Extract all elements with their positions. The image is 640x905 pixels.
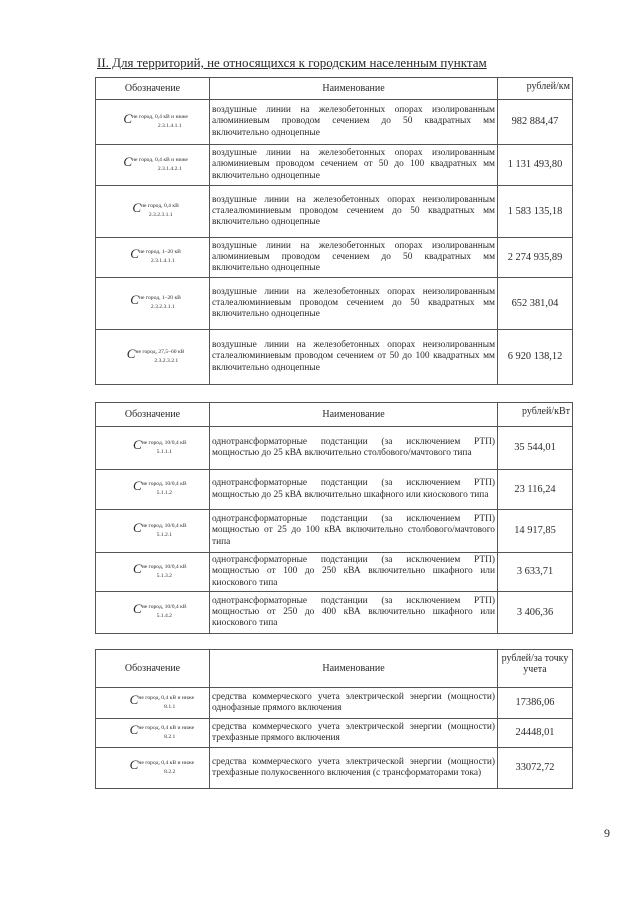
tariff-value: 14 917,85 xyxy=(498,510,573,553)
tariff-code: $C^{не город, 0,4 кВ и ниже}_{2.3.1.4.2.1}$ xyxy=(96,145,210,186)
col-header-name: Наименование xyxy=(210,78,498,100)
col-header-unit: рублей/кВт xyxy=(498,403,573,427)
table-row xyxy=(96,330,573,385)
page-number: 9 xyxy=(604,826,610,840)
table-header-row xyxy=(96,403,573,427)
tariff-value: 2 274 935,89 xyxy=(498,238,573,278)
tariff-value: 17386,06 xyxy=(498,688,573,719)
tariff-code: $C^{не город, 1-20 кВ}_{2.3.2.3.1.1}$ xyxy=(96,278,210,330)
table-row xyxy=(96,719,573,748)
tariff-code: $C^{не город, 0,4 кВ}_{2.3.2.3.1.1}$ xyxy=(96,186,210,238)
col-header-name: Наименование xyxy=(210,403,498,427)
tariff-code: $C^{не город, 10/0,4 кВ}_{5.1.2.1}$ xyxy=(96,510,210,553)
tariff-value: 3 633,71 xyxy=(498,553,573,592)
tariff-name: средства коммерческого учета электрической энергии (мощности) трехфазные полукосвенного включения (с трансформаторами тока) xyxy=(210,748,498,789)
tariff-value: 652 381,04 xyxy=(498,278,573,330)
tariff-code: $C^{не город, 0,4 кВ и ниже}_{8.2.1}$ xyxy=(96,719,210,748)
table-row xyxy=(96,186,573,238)
tariff-name: воздушные линии на железобетонных опорах изолированным алюминиевым проводом сечением до 50 квадратных мм включительно одноцепные xyxy=(210,100,498,145)
tariff-code: $C^{не город, 0,4 кВ и ниже}_{8.2.2}$ xyxy=(96,748,210,789)
tariff-table-substations xyxy=(95,402,573,634)
tariff-code: $C^{не город, 10/0,4 кВ}_{5.1.1.2}$ xyxy=(96,470,210,510)
tariff-name: однотрансформаторные подстанции (за исключением РТП) мощностью от 250 до 400 кВА включительно шкафного или киоскового типа xyxy=(210,592,498,634)
tariff-value: 982 884,47 xyxy=(498,100,573,145)
table-row xyxy=(96,278,573,330)
tariff-name: однотрансформаторные подстанции (за исключением РТП) мощностью от 25 до 100 кВА включительно столбового/мачтового типа xyxy=(210,510,498,553)
tariff-code: $C^{не город, 1-20 кВ}_{2.3.1.4.1.1}$ xyxy=(96,238,210,278)
tariff-name: однотрансформаторные подстанции (за исключением РТП) мощностью до 25 кВА включительно шкафного или киоскового типа xyxy=(210,470,498,510)
tariff-code: $C^{не город, 27,5-60 кВ}_{2.3.2.3.2.1}$ xyxy=(96,330,210,385)
tariff-code: $C^{не город, 10/0,4 кВ}_{5.1.3.2}$ xyxy=(96,553,210,592)
tariff-name: воздушные линии на железобетонных опорах неизолированным сталеалюминиевым проводом сечением до 50 квадратных мм включительно одноцепные xyxy=(210,278,498,330)
tariff-name: однотрансформаторные подстанции (за исключением РТП) мощностью от 100 до 250 кВА включительно шкафного или киоскового типа xyxy=(210,553,498,592)
tariff-table-lines xyxy=(95,77,573,385)
col-header-code: Обозначение xyxy=(96,650,210,688)
tariff-value: 6 920 138,12 xyxy=(498,330,573,385)
tariff-code: $C^{не город, 0,4 кВ и ниже}_{2.3.1.4.1.1}$ xyxy=(96,100,210,145)
tariff-value: 1 583 135,18 xyxy=(498,186,573,238)
col-header-code: Обозначение xyxy=(96,78,210,100)
tariff-name: воздушные линии на железобетонных опорах изолированным алюминиевым проводом сечением до 50 квадратных мм включительно одноцепные xyxy=(210,238,498,278)
tariff-name: однотрансформаторные подстанции (за исключением РТП) мощностью до 25 кВА включительно столбового/мачтового типа xyxy=(210,427,498,470)
table-row xyxy=(96,238,573,278)
tariff-table-meters xyxy=(95,649,573,789)
table-row xyxy=(96,100,573,145)
table-row xyxy=(96,145,573,186)
col-header-name: Наименование xyxy=(210,650,498,688)
table-row xyxy=(96,553,573,592)
tariff-code: $C^{не город, 10/0,4 кВ}_{5.1.4.2}$ xyxy=(96,592,210,634)
table-header-row xyxy=(96,78,573,100)
table-row xyxy=(96,748,573,789)
table-row xyxy=(96,470,573,510)
tariff-name: средства коммерческого учета электрической энергии (мощности) однофазные прямого включения xyxy=(210,688,498,719)
tariff-value: 35 544,01 xyxy=(498,427,573,470)
tariff-value: 1 131 493,80 xyxy=(498,145,573,186)
tariff-name: воздушные линии на железобетонных опорах неизолированным сталеалюминиевым проводом сечением от 50 до 100 квадратных мм включительно одноцепные xyxy=(210,330,498,385)
tariff-code: $C^{не город, 0,4 кВ и ниже}_{8.1.1}$ xyxy=(96,688,210,719)
col-header-code: Обозначение xyxy=(96,403,210,427)
col-header-unit: рублей/за точку учета xyxy=(498,650,573,688)
tariff-code: $C^{не город, 10/0,4 кВ}_{5.1.1.1}$ xyxy=(96,427,210,470)
table-row xyxy=(96,688,573,719)
tariff-value: 24448,01 xyxy=(498,719,573,748)
tariff-value: 33072,72 xyxy=(498,748,573,789)
table-row xyxy=(96,592,573,634)
tariff-name: средства коммерческого учета электрической энергии (мощности) трехфазные прямого включения xyxy=(210,719,498,748)
tariff-name: воздушные линии на железобетонных опорах неизолированным сталеалюминиевым проводом сечением до 50 квадратных мм включительно одноцепные xyxy=(210,186,498,238)
col-header-unit: рублей/км xyxy=(498,78,573,100)
tariff-value: 23 116,24 xyxy=(498,470,573,510)
table-row xyxy=(96,427,573,470)
tariff-name: воздушные линии на железобетонных опорах изолированным алюминиевым проводом сечением от 50 до 100 квадратных мм включительно одноцепные xyxy=(210,145,498,186)
table-row xyxy=(96,510,573,553)
table-header-row xyxy=(96,650,573,688)
tariff-value: 3 406,36 xyxy=(498,592,573,634)
section-title: II. Для территорий, не относящихся к городским населенным пунктам xyxy=(97,55,487,70)
